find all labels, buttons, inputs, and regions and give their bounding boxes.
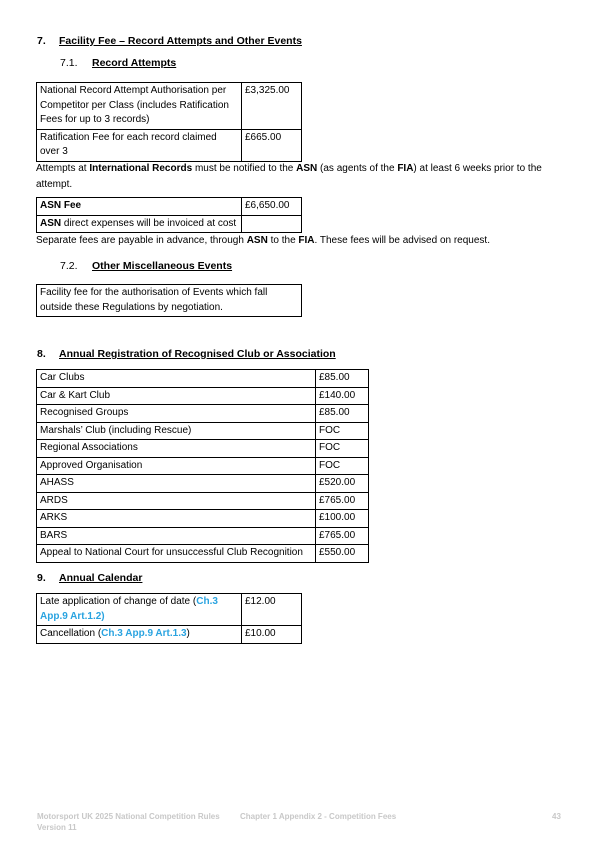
club-type: Car Clubs	[37, 370, 316, 388]
footer-publication: Motorsport UK 2025 National Competition Rules Version 11	[37, 812, 220, 833]
fee-description: National Record Attempt Authorisation per Competitor per Class (includes Ratification Fees for up to 3 records)	[37, 83, 242, 130]
fee-amount: £550.00	[316, 545, 369, 563]
table-row	[37, 387, 369, 405]
rule-reference-link[interactable]: Ch.3 App.9 Art.1.3	[101, 628, 187, 639]
fee-amount: £765.00	[316, 527, 369, 545]
fee-description: ASN Fee	[37, 198, 242, 216]
subsection-title: Other Miscellaneous Events	[92, 260, 233, 272]
subsection-7-1-heading	[60, 56, 176, 71]
subsection-number: 7.1.	[60, 57, 78, 69]
club-registration-table	[36, 369, 369, 563]
record-attempts-table	[36, 82, 302, 162]
club-type: Car & Kart Club	[37, 387, 316, 405]
club-type: ARKS	[37, 510, 316, 528]
section-number: 9.	[37, 572, 46, 584]
fee-amount: £665.00	[242, 129, 302, 161]
misc-events-table	[36, 284, 302, 317]
fee-amount: £3,325.00	[242, 83, 302, 130]
footer-chapter: Chapter 1 Appendix 2 - Competition Fees	[240, 812, 397, 821]
fee-amount: £765.00	[316, 492, 369, 510]
fee-amount: £520.00	[316, 475, 369, 493]
section-number: 8.	[37, 348, 46, 360]
fee-description: Facility fee for the authorisation of Events which fall outside these Regulations by negotiation.	[37, 285, 302, 317]
table-row	[37, 370, 369, 388]
table-row	[37, 440, 369, 458]
annual-calendar-table	[36, 593, 302, 644]
fee-amount: FOC	[316, 440, 369, 458]
subsection-7-2-heading	[60, 259, 232, 274]
table-row	[37, 527, 369, 545]
rule-reference-link[interactable]: Ch.3 App.9 Art.1.2)	[40, 596, 218, 622]
section-number: 7.	[37, 35, 46, 47]
club-type: ARDS	[37, 492, 316, 510]
fee-description: ASN direct expenses will be invoiced at cost	[37, 215, 242, 233]
fee-amount: £85.00	[316, 370, 369, 388]
fee-amount: £6,650.00	[242, 198, 302, 216]
table-row	[37, 215, 302, 233]
table-row	[37, 626, 302, 644]
asn-fee-table	[36, 197, 302, 233]
table-row	[37, 457, 369, 475]
fee-description: Late application of change of date (Ch.3 App.9 Art.1.2)	[37, 594, 242, 626]
fee-amount: FOC	[316, 457, 369, 475]
table-row	[37, 492, 369, 510]
subsection-title: Record Attempts	[92, 57, 177, 69]
fee-amount: £10.00	[242, 626, 302, 644]
club-type: Marshals’ Club (including Rescue)	[37, 422, 316, 440]
fee-amount: £12.00	[242, 594, 302, 626]
table-row	[37, 285, 302, 317]
fee-amount: £85.00	[316, 405, 369, 423]
club-type: BARS	[37, 527, 316, 545]
table-row	[37, 129, 302, 161]
separate-fees-note: Separate fees are payable in advance, through ASN to the FIA. These fees will be advised on request.	[36, 235, 490, 246]
section-title: Annual Registration of Recognised Club or Association	[59, 348, 336, 360]
club-type: AHASS	[37, 475, 316, 493]
club-type: Regional Associations	[37, 440, 316, 458]
section-title: Facility Fee – Record Attempts and Other Events	[59, 35, 302, 47]
section-title: Annual Calendar	[59, 572, 143, 584]
table-row	[37, 422, 369, 440]
international-records-note: Attempts at International Records must be notified to the ASN (as agents of the FIA) at least 6 weeks prior to the attempt.	[36, 163, 542, 190]
fee-amount	[242, 215, 302, 233]
section-7-heading	[37, 34, 302, 49]
table-row	[37, 198, 302, 216]
fee-description: Ratification Fee for each record claimed over 3	[37, 129, 242, 161]
subsection-number: 7.2.	[60, 260, 78, 272]
table-row	[37, 405, 369, 423]
table-row	[37, 83, 302, 130]
club-type: Appeal to National Court for unsuccessful Club Recognition	[37, 545, 316, 563]
table-row	[37, 594, 302, 626]
table-row	[37, 510, 369, 528]
fee-amount: FOC	[316, 422, 369, 440]
fee-description: Cancellation (Ch.3 App.9 Art.1.3)	[37, 626, 242, 644]
club-type: Recognised Groups	[37, 405, 316, 423]
footer-page-number: 43	[552, 812, 561, 821]
fee-amount: £100.00	[316, 510, 369, 528]
table-row	[37, 545, 369, 563]
section-9-heading	[37, 571, 142, 586]
club-type: Approved Organisation	[37, 457, 316, 475]
section-8-heading	[37, 347, 336, 362]
fee-amount: £140.00	[316, 387, 369, 405]
table-row	[37, 475, 369, 493]
